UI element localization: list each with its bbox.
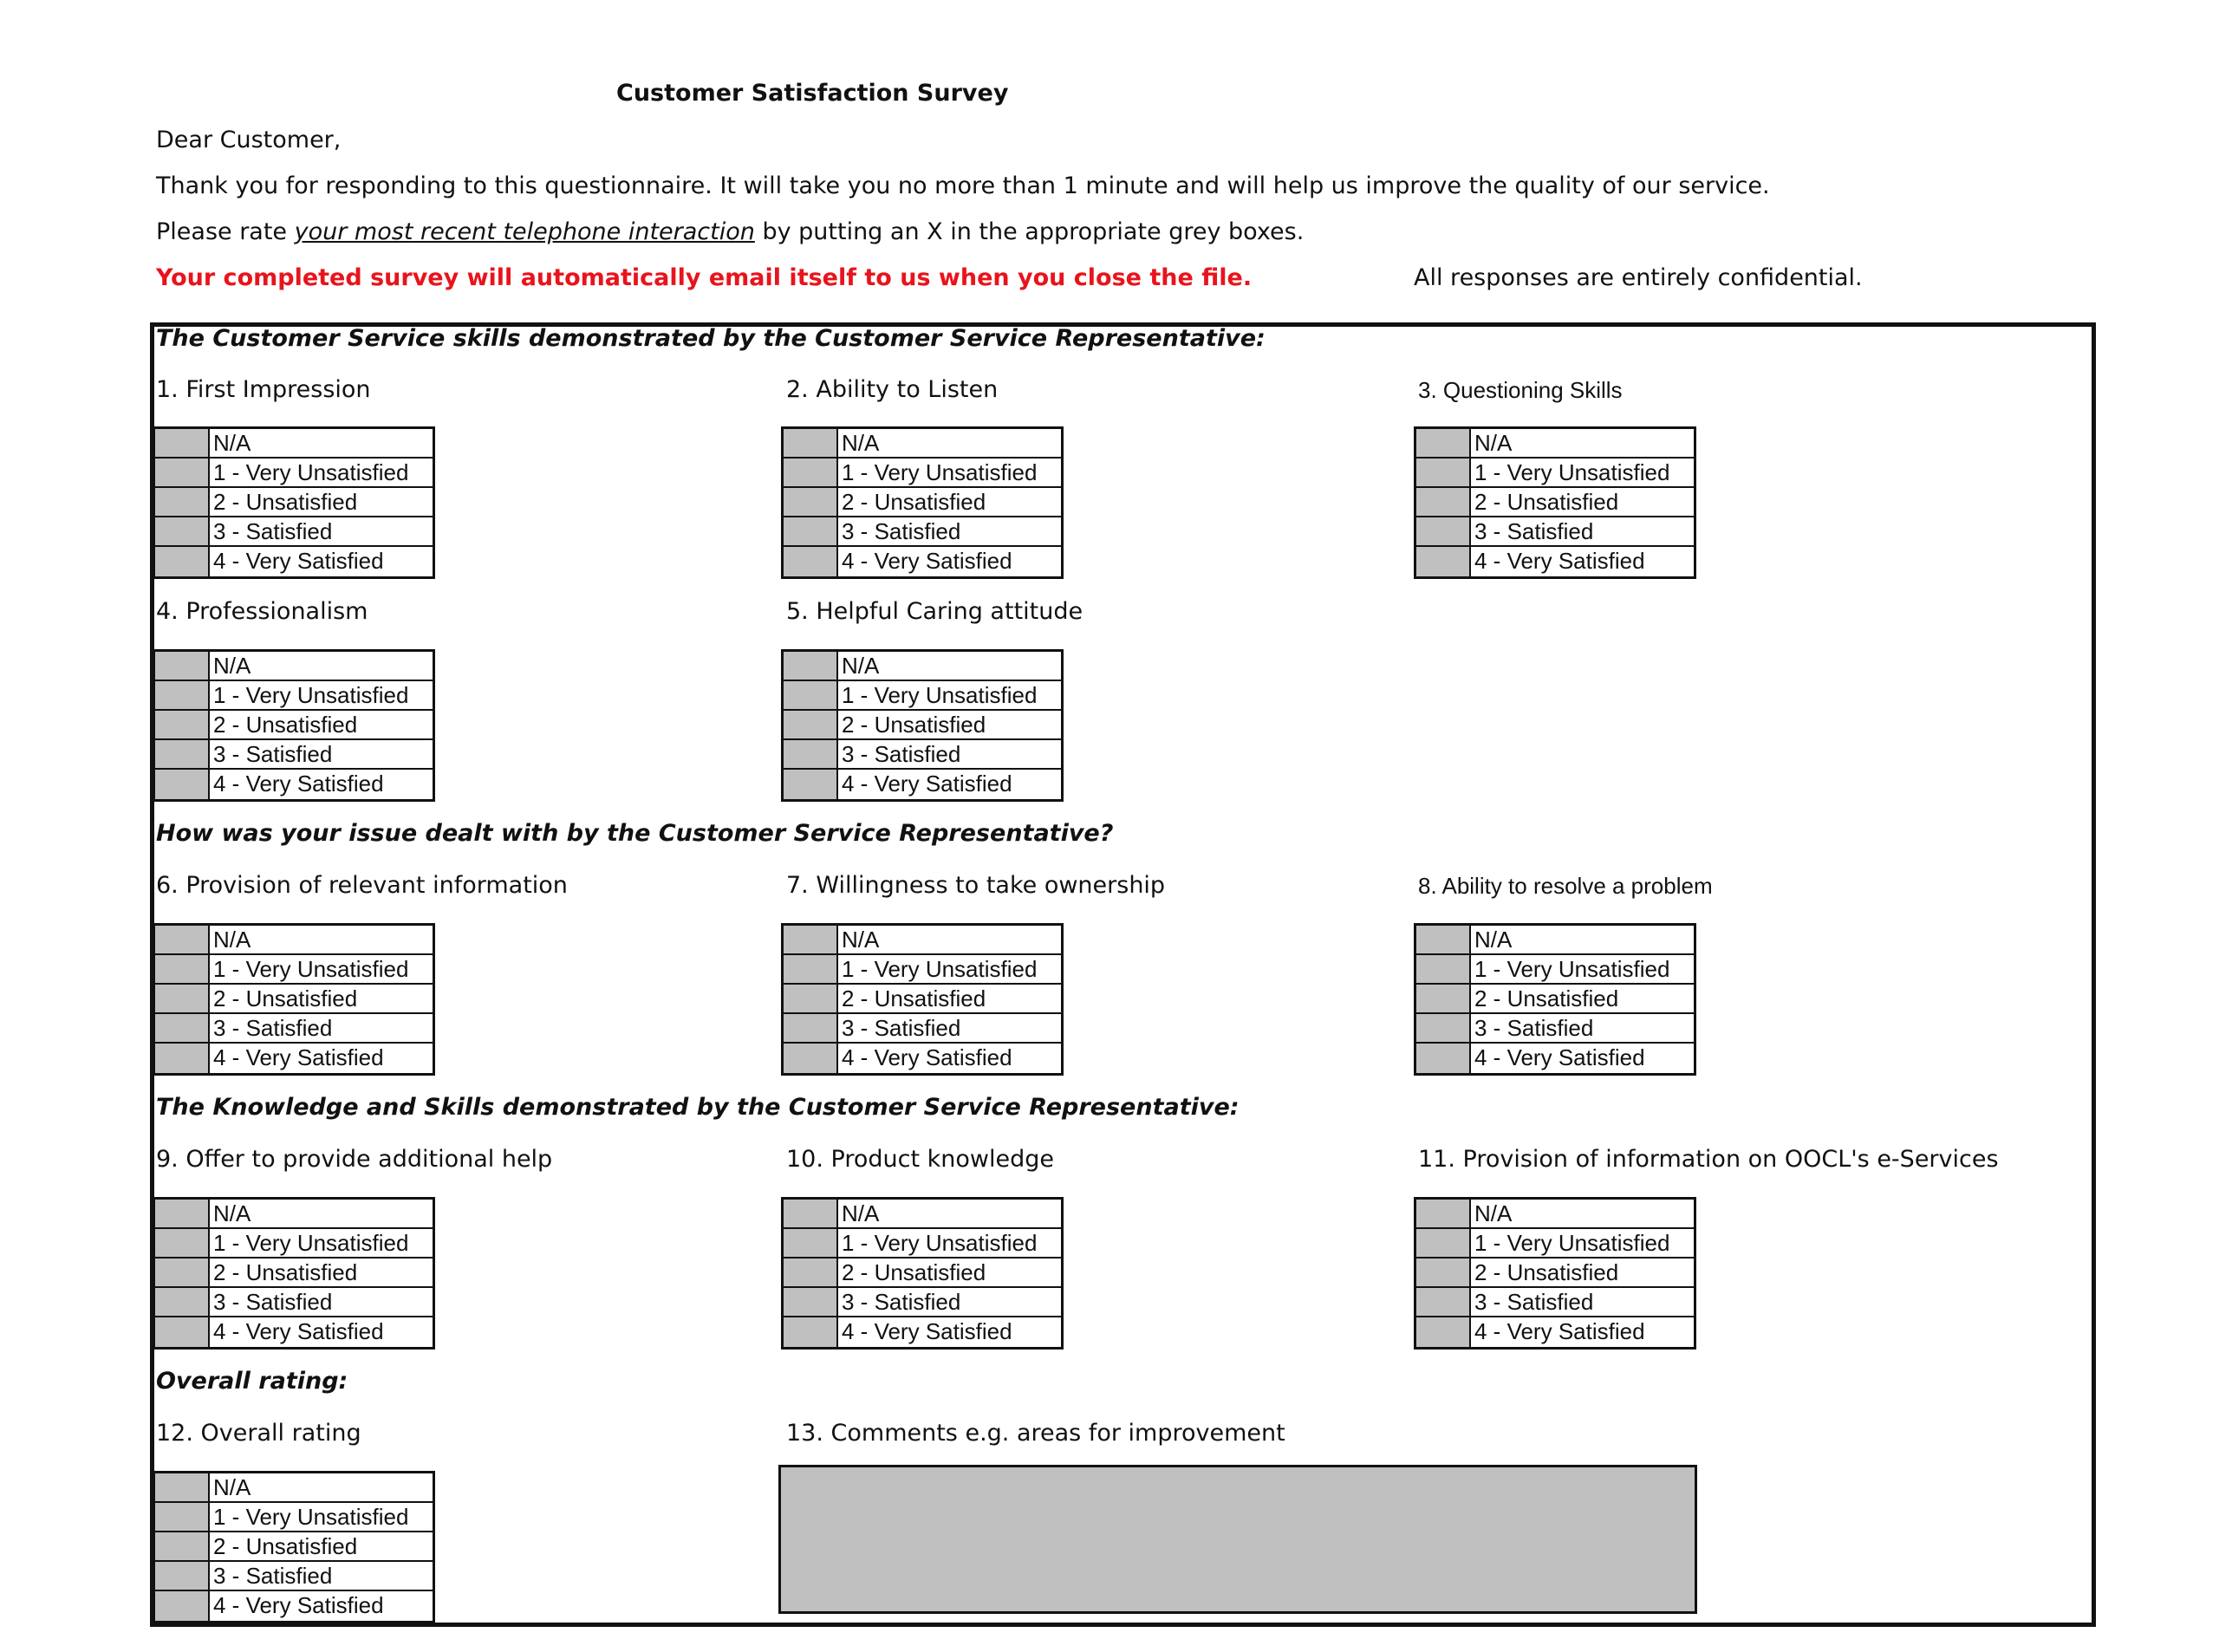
rating-option-row	[1416, 547, 1694, 576]
rate-link: your most recent telephone interaction	[294, 218, 755, 245]
rating-option-label: 4 - Very Satisfied	[213, 771, 384, 797]
rating-checkbox[interactable]	[155, 1288, 210, 1316]
rating-option-label: 2 - Unsatisfied	[213, 985, 358, 1011]
rating-checkbox[interactable]	[155, 955, 210, 983]
rating-option-label: 1 - Very Unsatisfied	[1474, 459, 1670, 485]
thanks-text: Thank you for responding to this questionnaire. It will take you no more than 1 minute and will help us improve the quality of our service.	[156, 172, 1770, 199]
rating-option-label: 4 - Very Satisfied	[1474, 548, 1645, 574]
rating-option-row	[155, 459, 433, 488]
rating-checkbox[interactable]	[784, 459, 838, 486]
rating-checkbox[interactable]	[155, 681, 210, 709]
rating-option-label: 2 - Unsatisfied	[842, 712, 986, 738]
rating-option-label: 2 - Unsatisfied	[213, 489, 358, 515]
rating-option-label: 3 - Satisfied	[213, 741, 333, 767]
rating-checkbox[interactable]	[784, 681, 838, 709]
rating-option-row	[155, 488, 433, 517]
rating-option-row	[155, 1317, 433, 1347]
rating-option-label: N/A	[213, 1200, 251, 1226]
question-2-label: 2. Ability to Listen	[786, 376, 999, 403]
rating-checkbox[interactable]	[784, 547, 838, 576]
rating-option-label: N/A	[213, 1474, 251, 1500]
rating-option-row	[784, 955, 1061, 985]
rating-option-row	[1416, 1014, 1694, 1044]
rating-option-row	[1416, 1044, 1694, 1073]
rating-option-row	[155, 1014, 433, 1044]
rating-checkbox[interactable]	[1416, 1044, 1471, 1073]
rating-option-label: 3 - Satisfied	[842, 1289, 961, 1315]
rating-option-label: 1 - Very Unsatisfied	[842, 682, 1038, 708]
rating-checkbox[interactable]	[784, 429, 838, 457]
rating-option-row	[155, 1503, 433, 1532]
rating-option-label: 3 - Satisfied	[842, 1015, 961, 1041]
rating-option-row	[1416, 488, 1694, 517]
rate-prefix: Please rate	[156, 218, 295, 245]
rating-option-row	[155, 1562, 433, 1591]
rating-checkbox[interactable]	[155, 517, 210, 545]
rating-option-row	[784, 652, 1061, 681]
rating-checkbox[interactable]	[1416, 1288, 1471, 1316]
rating-option-row	[155, 1288, 433, 1317]
rating-option-row	[155, 547, 433, 576]
question-12-label: 12. Overall rating	[156, 1420, 361, 1447]
rating-option-label: 3 - Satisfied	[213, 1015, 333, 1041]
rating-option-label: 3 - Satisfied	[842, 741, 961, 767]
rating-option-row	[155, 1532, 433, 1562]
rating-checkbox[interactable]	[155, 652, 210, 680]
rating-option-row	[784, 711, 1061, 740]
rating-checkbox[interactable]	[155, 985, 210, 1012]
rating-option-label: 3 - Satisfied	[213, 518, 333, 544]
rating-checkbox[interactable]	[1416, 1229, 1471, 1257]
rating-option-label: 4 - Very Satisfied	[213, 1592, 384, 1618]
question-6-label: 6. Provision of relevant information	[156, 872, 568, 899]
rating-option-label: 1 - Very Unsatisfied	[213, 682, 409, 708]
rating-checkbox[interactable]	[155, 711, 210, 738]
rating-option-label: 3 - Satisfied	[842, 518, 961, 544]
rating-option-row	[1416, 985, 1694, 1014]
rating-option-row	[784, 1259, 1061, 1288]
rating-checkbox[interactable]	[155, 1317, 210, 1347]
rating-option-label: N/A	[1474, 927, 1513, 953]
rating-option-label: N/A	[213, 927, 251, 953]
rating-option-label: 2 - Unsatisfied	[842, 489, 986, 515]
rating-checkbox[interactable]	[155, 459, 210, 486]
rating-checkbox[interactable]	[155, 770, 210, 799]
question-7-label: 7. Willingness to take ownership	[786, 872, 1166, 899]
rating-checkbox[interactable]	[155, 1503, 210, 1531]
rating-scale-q4	[153, 649, 435, 802]
rating-option-row	[784, 926, 1061, 955]
rating-option-label: 1 - Very Unsatisfied	[842, 459, 1038, 485]
auto-email-notice: Your completed survey will automatically email itself to us when you close the file.	[156, 264, 1253, 291]
rating-option-label: 1 - Very Unsatisfied	[213, 1504, 409, 1530]
rating-option-label: 3 - Satisfied	[1474, 518, 1594, 544]
rating-checkbox[interactable]	[155, 1044, 210, 1073]
rating-checkbox[interactable]	[155, 740, 210, 768]
rating-option-label: N/A	[213, 653, 251, 679]
rating-option-row	[784, 1288, 1061, 1317]
rating-option-label: 3 - Satisfied	[213, 1289, 333, 1315]
rating-option-row	[784, 488, 1061, 517]
rating-option-row	[155, 1473, 433, 1503]
section-heading-overall: Overall rating:	[156, 1368, 348, 1395]
rating-option-label: N/A	[842, 430, 880, 456]
rating-option-row	[155, 1591, 433, 1621]
rating-checkbox[interactable]	[1416, 517, 1471, 545]
rating-checkbox[interactable]	[155, 1562, 210, 1590]
question-10-label: 10. Product knowledge	[786, 1146, 1054, 1173]
rating-option-label: 2 - Unsatisfied	[213, 1259, 358, 1285]
rating-option-row	[155, 652, 433, 681]
rating-option-row	[155, 985, 433, 1014]
rating-option-label: 3 - Satisfied	[1474, 1015, 1594, 1041]
rating-checkbox[interactable]	[784, 955, 838, 983]
rating-option-label: 4 - Very Satisfied	[842, 1044, 1012, 1070]
rating-checkbox[interactable]	[784, 652, 838, 680]
rating-checkbox[interactable]	[155, 1229, 210, 1257]
rating-option-row	[1416, 1200, 1694, 1229]
rating-option-label: 2 - Unsatisfied	[1474, 985, 1619, 1011]
rating-checkbox[interactable]	[155, 547, 210, 576]
confidential-note: All responses are entirely confidential.	[1414, 264, 1863, 291]
rating-option-label: 3 - Satisfied	[1474, 1289, 1594, 1315]
rating-option-row	[1416, 517, 1694, 547]
rating-checkbox[interactable]	[155, 488, 210, 516]
rating-scale-q2	[781, 426, 1064, 579]
greeting: Dear Customer,	[156, 127, 342, 153]
rating-option-label: 1 - Very Unsatisfied	[842, 956, 1038, 982]
rating-option-label: 4 - Very Satisfied	[842, 548, 1012, 574]
rating-option-row	[784, 681, 1061, 711]
rating-option-label: N/A	[1474, 430, 1513, 456]
rating-option-label: 4 - Very Satisfied	[213, 1318, 384, 1344]
rating-checkbox[interactable]	[784, 1259, 838, 1286]
rating-checkbox[interactable]	[155, 1532, 210, 1560]
rating-checkbox[interactable]	[784, 517, 838, 545]
rating-option-row	[784, 1200, 1061, 1229]
rating-option-label: N/A	[213, 430, 251, 456]
rating-option-label: 1 - Very Unsatisfied	[213, 459, 409, 485]
rating-checkbox[interactable]	[1416, 926, 1471, 953]
rating-option-row	[155, 740, 433, 770]
rating-option-label: 1 - Very Unsatisfied	[1474, 956, 1670, 982]
rating-option-row	[784, 1229, 1061, 1259]
rating-option-label: 2 - Unsatisfied	[842, 1259, 986, 1285]
rating-option-row	[155, 1200, 433, 1229]
rating-scale-q5	[781, 649, 1064, 802]
rating-checkbox[interactable]	[155, 1473, 210, 1501]
rating-checkbox[interactable]	[784, 1014, 838, 1042]
rating-option-row	[784, 985, 1061, 1014]
rate-instruction	[156, 218, 1304, 245]
rating-scale-q12	[153, 1471, 435, 1623]
rate-suffix: by putting an X in the appropriate grey boxes.	[754, 218, 1305, 245]
rating-option-label: 1 - Very Unsatisfied	[842, 1230, 1038, 1256]
rating-option-row	[784, 1014, 1061, 1044]
rating-option-row	[155, 681, 433, 711]
question-9-label: 9. Offer to provide additional help	[156, 1146, 553, 1173]
rating-checkbox[interactable]	[155, 1200, 210, 1227]
rating-checkbox[interactable]	[1416, 985, 1471, 1012]
rating-option-row	[1416, 926, 1694, 955]
survey-title: Customer Satisfaction Survey	[616, 80, 1009, 107]
rating-option-label: 2 - Unsatisfied	[213, 712, 358, 738]
rating-option-row	[784, 1044, 1061, 1073]
rating-option-label: 2 - Unsatisfied	[1474, 1259, 1619, 1285]
rating-scale-q1	[153, 426, 435, 579]
rating-option-row	[1416, 429, 1694, 459]
rating-scale-q3	[1414, 426, 1696, 579]
rating-option-label: 3 - Satisfied	[213, 1563, 333, 1589]
rating-option-row	[784, 770, 1061, 799]
rating-checkbox[interactable]	[155, 1591, 210, 1621]
rating-option-row	[155, 429, 433, 459]
rating-checkbox[interactable]	[784, 488, 838, 516]
rating-scale-q9	[153, 1197, 435, 1350]
rating-checkbox[interactable]	[1416, 488, 1471, 516]
rating-checkbox[interactable]	[784, 1229, 838, 1257]
rating-option-row	[155, 1259, 433, 1288]
rating-option-label: 2 - Unsatisfied	[1474, 489, 1619, 515]
rating-option-row	[155, 517, 433, 547]
rating-option-label: N/A	[842, 927, 880, 953]
rating-option-row	[1416, 1229, 1694, 1259]
rating-option-label: 4 - Very Satisfied	[213, 1044, 384, 1070]
rating-checkbox[interactable]	[1416, 429, 1471, 457]
comments-box[interactable]	[778, 1465, 1697, 1614]
rating-option-row	[1416, 459, 1694, 488]
rating-checkbox[interactable]	[155, 926, 210, 953]
rating-checkbox[interactable]	[1416, 459, 1471, 486]
rating-option-row	[1416, 1288, 1694, 1317]
question-1-label: 1. First Impression	[156, 376, 371, 403]
rating-checkbox[interactable]	[155, 1014, 210, 1042]
rating-checkbox[interactable]	[784, 1288, 838, 1316]
rating-checkbox[interactable]	[784, 1200, 838, 1227]
rating-checkbox[interactable]	[1416, 1014, 1471, 1042]
rating-checkbox[interactable]	[1416, 547, 1471, 576]
rating-checkbox[interactable]	[1416, 1200, 1471, 1227]
rating-checkbox[interactable]	[784, 926, 838, 953]
rating-checkbox[interactable]	[784, 711, 838, 738]
rating-checkbox[interactable]	[784, 985, 838, 1012]
rating-option-row	[155, 711, 433, 740]
rating-option-label: 4 - Very Satisfied	[1474, 1044, 1645, 1070]
rating-option-row	[155, 770, 433, 799]
rating-option-label: N/A	[842, 653, 880, 679]
rating-checkbox[interactable]	[155, 1259, 210, 1286]
rating-option-label: N/A	[1474, 1200, 1513, 1226]
rating-option-row	[155, 955, 433, 985]
rating-option-row	[784, 459, 1061, 488]
rating-checkbox[interactable]	[784, 740, 838, 768]
section-heading-cs-skills: The Customer Service skills demonstrated by the Customer Service Representative:	[156, 325, 1266, 352]
rating-scale-q7	[781, 923, 1064, 1076]
rating-option-label: 4 - Very Satisfied	[842, 1318, 1012, 1344]
rating-checkbox[interactable]	[1416, 1317, 1471, 1347]
rating-option-label: 1 - Very Unsatisfied	[213, 956, 409, 982]
rating-option-row	[784, 740, 1061, 770]
rating-option-row	[784, 517, 1061, 547]
rating-option-row	[155, 1229, 433, 1259]
rating-option-row	[1416, 955, 1694, 985]
rating-option-row	[1416, 1259, 1694, 1288]
rating-option-label: N/A	[842, 1200, 880, 1226]
rating-scale-q8	[1414, 923, 1696, 1076]
question-13-label: 13. Comments e.g. areas for improvement	[786, 1420, 1285, 1447]
rating-checkbox[interactable]	[784, 770, 838, 799]
rating-scale-q6	[153, 923, 435, 1076]
rating-option-label: 4 - Very Satisfied	[1474, 1318, 1645, 1344]
rating-option-row	[1416, 1317, 1694, 1347]
section-heading-issue-handling: How was your issue dealt with by the Customer Service Representative?	[156, 820, 1114, 847]
rating-scale-q10	[781, 1197, 1064, 1350]
section-heading-knowledge: The Knowledge and Skills demonstrated by the Customer Service Representative:	[156, 1094, 1240, 1121]
question-5-label: 5. Helpful Caring attitude	[786, 598, 1083, 625]
rating-option-label: 4 - Very Satisfied	[842, 771, 1012, 797]
rating-option-label: 4 - Very Satisfied	[213, 548, 384, 574]
rating-checkbox[interactable]	[1416, 1259, 1471, 1286]
rating-option-row	[155, 926, 433, 955]
rating-checkbox[interactable]	[1416, 955, 1471, 983]
rating-checkbox[interactable]	[784, 1317, 838, 1347]
rating-option-row	[784, 1317, 1061, 1347]
rating-option-row	[784, 429, 1061, 459]
rating-option-row	[155, 1044, 433, 1073]
rating-option-label: 1 - Very Unsatisfied	[213, 1230, 409, 1256]
rating-option-label: 2 - Unsatisfied	[842, 985, 986, 1011]
rating-checkbox[interactable]	[155, 429, 210, 457]
rating-option-label: 1 - Very Unsatisfied	[1474, 1230, 1670, 1256]
rating-checkbox[interactable]	[784, 1044, 838, 1073]
question-4-label: 4. Professionalism	[156, 598, 368, 625]
question-8-label: 8. Ability to resolve a problem	[1418, 873, 1713, 899]
rating-scale-q11	[1414, 1197, 1696, 1350]
rating-option-label: 2 - Unsatisfied	[213, 1533, 358, 1559]
question-3-label: 3. Questioning Skills	[1418, 377, 1623, 403]
rating-option-row	[784, 547, 1061, 576]
question-11-label: 11. Provision of information on OOCL's e-Services	[1418, 1146, 1999, 1173]
